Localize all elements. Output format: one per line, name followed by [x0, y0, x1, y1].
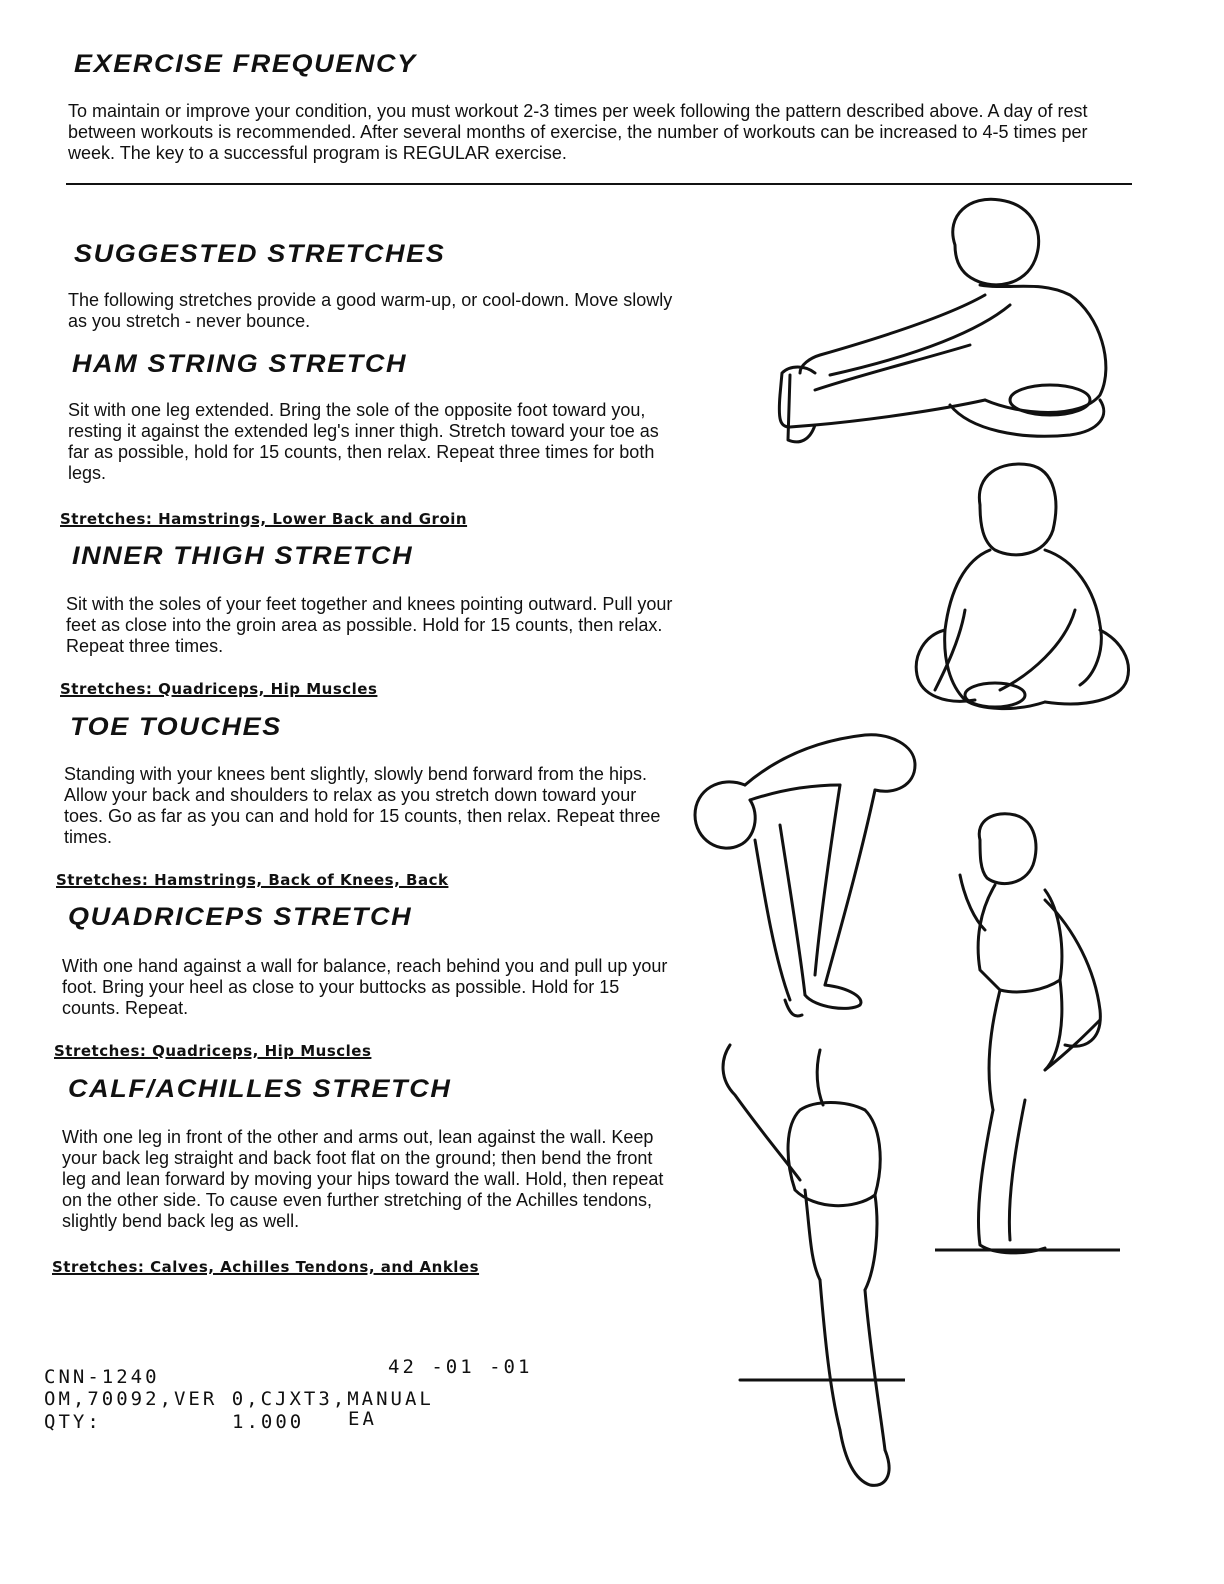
section-divider: [66, 183, 1132, 185]
footer-code-line1: CNN-1240: [44, 1366, 160, 1388]
hamstring-stretch-illustration: [770, 195, 1110, 465]
inner-thigh-stretch-illustration: [905, 460, 1135, 715]
footer-qty-label: QTY:: [44, 1411, 102, 1433]
stretch-targets: Stretches: Quadriceps, Hip Muscles: [54, 1042, 372, 1060]
quadriceps-stretch-illustration: [935, 810, 1120, 1270]
footer-unit: EA: [348, 1408, 377, 1430]
stretch-title: QUADRICEPS STRETCH: [68, 903, 413, 931]
footer-qty-value: 1.000: [232, 1411, 305, 1433]
stretch-targets: Stretches: Calves, Achilles Tendons, and Ankles: [52, 1258, 480, 1276]
suggested-heading: SUGGESTED STRETCHES: [74, 240, 446, 268]
stretch-title: CALF/ACHILLES STRETCH: [68, 1075, 452, 1103]
suggested-text: The following stretches provide a good warm-up, or cool-down. Move slowly as you stretch - never bounce.: [68, 290, 673, 331]
stretch-text: With one hand against a wall for balance, reach behind you and pull up your foot. Bring your heel as close to your buttocks as possible. Hold for 15 counts. Repeat.: [62, 956, 668, 1018]
stretch-title: TOE TOUCHES: [70, 713, 282, 741]
stretch-text: Sit with the soles of your feet together and knees pointing outward. Pull your feet as close into the groin area as possible. Hold for 15 counts, then relax. Repeat three times.: [66, 594, 673, 656]
footer-code-date: 42 -01 -01: [388, 1356, 533, 1378]
stretch-targets: Stretches: Quadriceps, Hip Muscles: [60, 680, 378, 698]
frequency-heading: EXERCISE FREQUENCY: [74, 50, 417, 78]
footer-code-line2: OM,70092,VER 0,CJXT3,MANUAL: [44, 1388, 434, 1410]
stretch-targets: Stretches: Hamstrings, Lower Back and Groin: [60, 510, 468, 528]
stretch-text: Standing with your knees bent slightly, slowly bend forward from the hips. Allow your back and shoulders to relax as you stretch down toward your toes. Go as far as you can and hold for 15 counts, then relax. Repeat three times.: [64, 764, 661, 847]
toe-touch-illustration: [690, 730, 925, 1020]
frequency-text: To maintain or improve your condition, you must workout 2-3 times per week following the pattern described above. A day of rest between workouts is recommended. After several months of exercise, the number of workouts can be increased to 4-5 times per week. The key to a successful program is REGULAR exercise.: [68, 101, 1088, 163]
stretch-title: HAM STRING STRETCH: [72, 350, 408, 378]
stretch-text: Sit with one leg extended. Bring the sole of the opposite foot toward you, resting it against the extended leg's inner thigh. Stretch toward your toe as far as possible, hold for 15 counts, then relax. Repeat three times for both legs.: [68, 400, 659, 483]
stretch-targets: Stretches: Hamstrings, Back of Knees, Back: [56, 871, 449, 889]
stretch-title: INNER THIGH STRETCH: [72, 542, 414, 570]
calf-achilles-stretch-illustration: [705, 1030, 905, 1500]
stretch-text: With one leg in front of the other and arms out, lean against the wall. Keep your back leg straight and back foot flat on the ground; then bend the front leg and lean forward by moving your hips toward the wall. Hold, then repeat on the other side. To cause even further stretching of the Achilles tendons, slightly bend back leg as well.: [62, 1127, 664, 1231]
